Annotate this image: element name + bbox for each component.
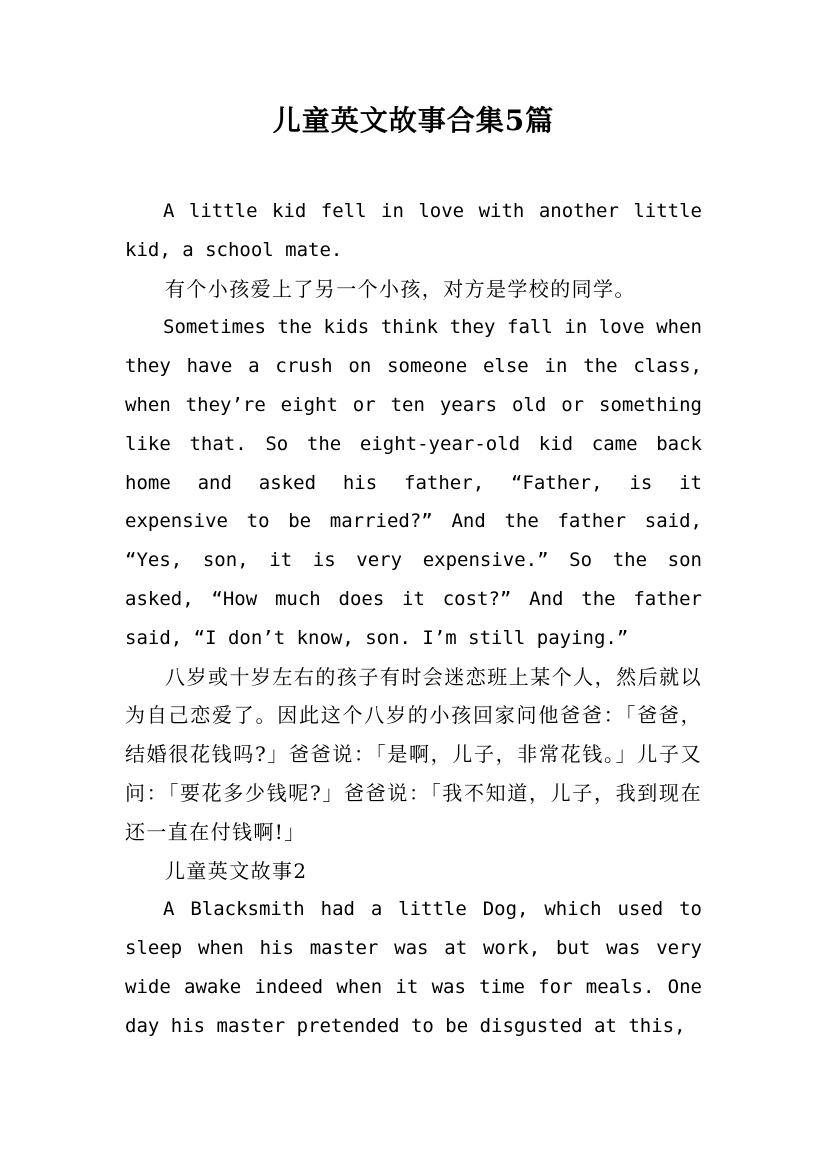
paragraph-en-3: A Blacksmith had a little Dog, which used to sleep when his master was at work, but was very wide awake indeed when it was time for meals. One day his master pretended to be disgusted at this,	[125, 898, 702, 1037]
document-body	[125, 192, 702, 1046]
paragraph-zh-1: 有个小孩爱上了另一个小孩，对方是学校的同学。	[165, 276, 636, 301]
paragraph-en-2: Sometimes the kids think they fall in love when they have a crush on someone else in the class, when they’re eight or ten years old or something like that. So the eight-year-old kid came back home and asked his father, “Father, is it expensive to be married?” And the father said, “Yes, son, it is very expensive.” So the son asked, “How much does it cost?” And the father said, “I don’t know, son. I’m still paying.”	[125, 316, 702, 649]
section-heading-story-2: 儿童英文故事2	[165, 858, 308, 883]
paragraph-zh-2: 八岁或十岁左右的孩子有时会迷恋班上某个人，然后就以为自己恋爱了。因此这个八岁的小孩回家问他爸爸：「爸爸，结婚很花钱吗?」爸爸说：「是啊，儿子，非常花钱。」儿子又问：「要花多少钱呢?」爸爸说：「我不知道，儿子，我到现在还一直在付钱啊!」	[125, 664, 702, 844]
paragraph-en-1: A little kid fell in love with another little kid, a school mate.	[125, 200, 702, 261]
document-title: 儿童英文故事合集5篇	[272, 104, 555, 137]
